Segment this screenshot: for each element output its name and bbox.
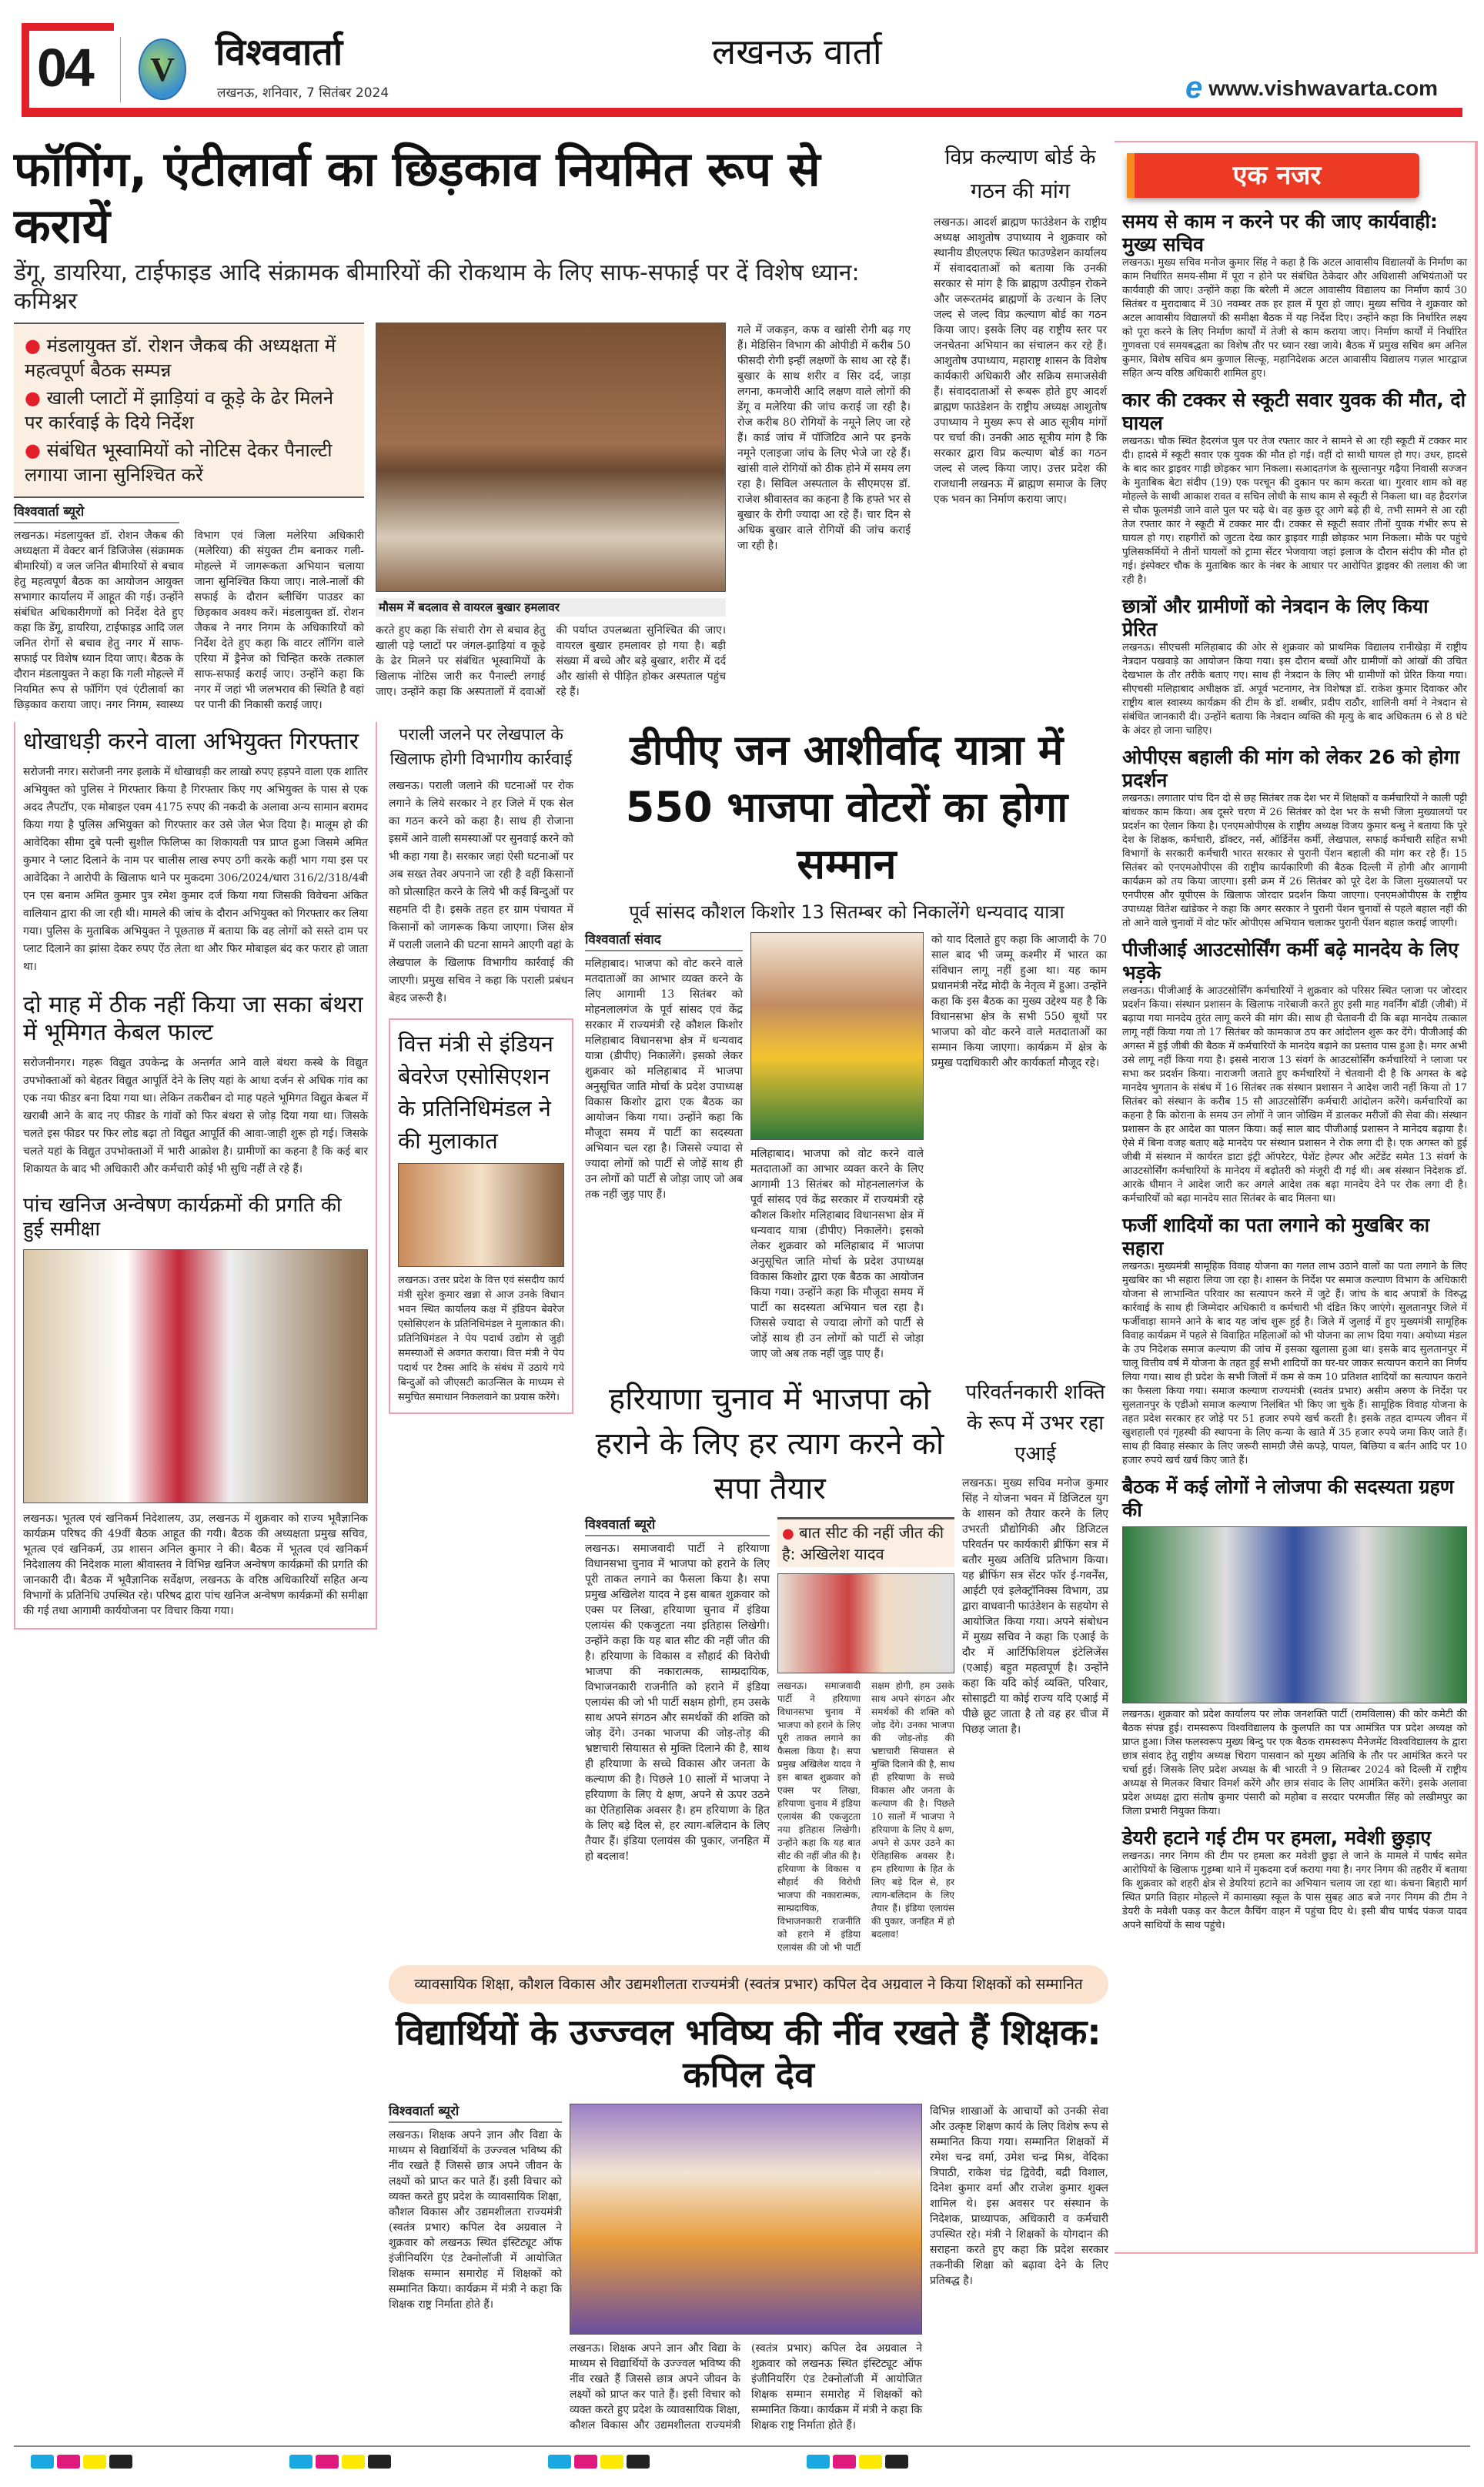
news-brief (1122, 1214, 1467, 1468)
lead-highlights (14, 323, 364, 498)
magenta-swatch (833, 2455, 856, 2469)
browser-e-icon: e (1185, 71, 1203, 105)
teachers-story (389, 1965, 1108, 2433)
haryana-side (777, 1517, 954, 1954)
dpa-body-text: मलिहाबाद। भाजपा को वोट करने वाले मतदाताओं का आभार व्यक्त करने के लिए आगामी 13 सितंबर को मोहनलालगंज के पूर्व सांसद एवं केंद्र सरकार में राज्यमंत्री रहे कौशल किशोर मलिहाबाद विधानसभा क्षेत्र में धन्यवाद यात्रा (डीपीए) निकालेंगे। इसको लेकर शुक्रवार को मलिहाबाद में भाजपा अनुसूचित जाति मोर्चा के प्रदेश उपाध्यक्ष विकास किशोर द्वारा एक बैठक का आयोजन किया गया। उन्होंने कहा कि मौजूदा समय में पार्टी का सदस्यता अभियान चल रहा है। जिससे ज्यादा से ज्यादा लोगों को पार्टी से जोड़ें साथ ही उन लोगों को पार्टी से जोड़ा जाए जो अब तक नहीं जुड़ पाए हैं। (585, 957, 743, 1201)
news-brief-headline: समय से काम न करने पर की जाए कार्यवाही: मुख्य सचिव (1122, 210, 1438, 256)
magenta-swatch (574, 2455, 597, 2469)
quote-text: बात सीट की नहीं जीत की है: अखिलेश यादव (782, 1523, 944, 1563)
cable-headline: दो माह में ठीक नहीं किया जा सका बंथरा में भूमिगत केबल फाल्ट (23, 991, 363, 1046)
news-brief-body: लखनऊ। सीएचसी मलिहाबाद की ओर से शुक्रवार को प्राथमिक विद्यालय रानीखेड़ा में राष्ट्रीय नेत्रदान पखवाड़े का आयोजन किया गया। इस दौरान बच्चों और ग्रामीणों को आंखों की उचित देखभाल के तौर तरीके बताए गए। साथ ही नेत्रदान के लिए भी ग्रामीणों को प्रेरित किया गया। सीएचसी मलिहाबाद अधीक्षक डॉ. अपूर्व भटनागर, नेत्र विशेषज्ञ डॉ. राकेश कुमार दिवाकर और राष्ट्रीय बाल स्वास्थ्य कार्यक्रम की टीम के डॉ. शब्बीर, प्रदीप राठौर, शालिनी वर्मा ने नेत्रदान से संबंधित जानकारी दी। उन्होंने बताया कि नेत्रदान व्यक्ति की मृत्यु के बाद अधिकतम 6 से 8 घंटे के अंदर हो जाना चाहिए। (1122, 642, 1467, 737)
news-brief-headline: छात्रों और ग्रामीणों को नेत्रदान के लिए किया प्रेरित (1122, 595, 1429, 640)
lead-headline: फॉगिंग, एंटीलार्वा का छिड़काव नियमित रूप से करायें (14, 141, 821, 255)
photo-caption: मौसम में बदलाव से वायरल बुखार हमलावर (376, 598, 726, 617)
lead-story (14, 141, 922, 713)
paper-logo-icon: V (139, 38, 186, 100)
highlight-item (25, 438, 353, 487)
ek-nazar-tab: एक नजर (1127, 153, 1419, 198)
news-brief-headline: डेयरी हटाने गई टीम पर हमला, मवेशी छुड़ाए (1122, 1827, 1432, 1849)
highlight-text: संबंधित भूस्वामियों को नोटिस देकर पैनाल्टी लगाया जाना सुनिश्चित करें (25, 439, 333, 486)
news-brief-headline: बैठक में कई लोगों ने लोजपा की सदस्यता ग्रहण की (1122, 1476, 1454, 1521)
beverage-box (389, 1018, 573, 1414)
lead-columns (14, 323, 922, 713)
color-registration-marks (807, 2455, 911, 2472)
yellow-swatch (600, 2455, 623, 2469)
yellow-swatch (859, 2455, 882, 2469)
byline: विश्ववार्ता ब्यूरो (14, 504, 179, 523)
news-brief-body: लखनऊ। नगर निगम की टीम पर हमला कर मवेशी छुड़ा ले जाने के मामले में पार्षद समेत आरोपियों के खिलाफ गुड़म्बा थाने में मुकदमा दर्ज कराया गया है। नगर निगम की तहरीर में बताया कि शुक्रवार को शहरी क्षेत्र से डेयरियां हटाने का अभियान चलाय जा रहा था। कंचना बिहारी मार्ग स्थित प्रगति विहार मोहल्ले में कामाख्या स्कूल के पास सुबह आठ बजे नगर निगम की टीम ने डेयरी के मवेशी पकड़ कर कैटल कैचिंग वाहन में पहुंचा दिए थे। इसी बीच पार्षद पंकज यादव अपने साथियों के साथ पहुंचे। (1122, 1850, 1467, 1931)
teachers-group-photo (570, 2104, 922, 2335)
ai-body: लखनऊ। मुख्य सचिव मनोज कुमार सिंह ने योजना भवन में डिजिटल युग के शासन को तैयार करने के लिए उभरती प्रौद्योगिकी और डिजिटल परिवर्तन पर कार्यकारी ब्रीफिंग सत्र में बतौर मुख्य अतिथि प्रतिभाग किया। यह ब्रीफिंग सत्र सेंटर फॉर ई-गवर्नेंस, आईटी एवं इलेक्ट्रॉनिक्स विभाग, उप्र द्वारा वाधवानी फाउंडेशन के सहयोग से आयोजित किया गया। अपने संबोधन में मुख्य सचिव ने कहा कि एआई के दौर में आर्टिफिशियल इंटेलिजेंस (एआई) बहुत महत्वपूर्ण है। उन्होंने कहा कि यदि कोई व्यक्ति, परिवार, सोसाइटी या कोई राज्य यदि एआई में पीछे छूट जाता है तो वह हर चीज में पिछड़ जाता है। (962, 1476, 1108, 1736)
bullet-icon: ● (782, 1525, 794, 1542)
mineral-body: लखनऊ। भूतत्व एवं खनिकर्म निदेशालय, उप्र, लखनऊ में शुक्रवार को राज्य भूवैज्ञानिक कार्यक्रम परिषद की 49वीं बैठक आहूत की गयी। बैठक की अध्यक्षता प्रमुख सचिव, भूतत्व एवं खनिकर्म, उप्र शासन अनिल कुमार ने की। बैठक में भूतत्व एवं खनिकर्म निदेशालय की निदेशक माला श्रीवास्तव ने विभिन्न खनिज अन्वेषण कार्यक्रमों की प्रगति की जानकारी दी। बैठक में भूवैज्ञानिक सर्वेक्षण, लखनऊ के वरिष्ठ अधिकारियों सहित अन्य विभागों के प्रतिनिधि उपस्थित रहे। परिषद द्वारा पांच खनिज अन्वेषण कार्यक्रमों की समीक्षा की गई तथा आगामी कार्ययोजना पर विचार किया गया। (23, 1513, 368, 1618)
highlight-item (25, 333, 353, 383)
haryana-body (585, 1517, 770, 1864)
dpa-subheadline: पूर्व सांसद कौशल किशोर 13 सितम्बर को निकालेंगे धन्यवाद यात्रा (629, 901, 1065, 923)
page-bottom-rule (14, 2445, 1470, 2487)
main-area (14, 141, 1108, 2433)
dpa-body-3: मलिहाबाद। भाजपा को वोट करने वाले मतदाताओं का आभार व्यक्त करने के लिए आगामी 13 सितंबर को मोहनलालगंज के पूर्व सांसद एवं केंद्र सरकार में राज्यमंत्री रहे कौशल किशोर मलिहाबाद विधानसभा क्षेत्र में धन्यवाद यात्रा (डीपीए) निकालेंगे। इसको लेकर शुक्रवार को मलिहाबाद में भाजपा अनुसूचित जाति मोर्चा के प्रदेश उपाध्यक्ष विकास किशोर द्वारा एक बैठक का आयोजन किया गया। उन्होंने कहा कि मौजूदा समय में पार्टी का सदस्यता अभियान चल रहा है। जिससे ज्यादा से ज्यादा लोगों को पार्टी से जोड़ें साथ ही उन लोगों को पार्टी से जोड़ा जाए जो अब तक नहीं जुड़ पाए हैं। (750, 1147, 924, 1360)
news-brief (1122, 210, 1467, 381)
center-column (585, 722, 1108, 1954)
lead-body-text: लखनऊ। मंडलायुक्त डॉ. रोशन जैकब की अध्यक्षता में वेक्टर बार्न डिजिजेस (संक्रामक बीमारियों) व जल जनित बीमारियों से बचाव हेतु महत्वपूर्ण बैठक का आयोजन आयुक्त सभागार कार्यालय में आहूत की गई। उन्होंने संबंधित अधिकारीगणों को निर्देश देते हुए कहा कि डेंगू, डायरिया, टाईफाइड आदि जल जनित रोगों से बचाव हेतु नगर में साफ-सफाई पर विशेष ध्यान दिया जाए। बैठक के दौरान मंडलायुक्त ने कहा कि गली मोहल्ले में नियमित रूप से फॉगिंग एवं एंटीलार्वा का छिड़काव कराया जाए। नगर निगम, स्वास्थ्य विभाग एवं जिला मलेरिया अधिकारी (मलेरिया) की संयुक्त टीम बनाकर गली-मोहल्ले में जागरूकता अभियान चलाया जाना सुनिश्चित किया जाए। नाले-नालों की सफाई के दौरान ब्लीचिंग पाउडर का छिड़काव अवश्य करें। मंडलायुक्त डॉ. रोशन जैकब ने नगर निगम के अधिकारियों को निर्देश देते हुए कहा कि वाटर लॉगिंग वाले एरिया में ड्रैनेज को चिन्हित करके तत्काल साफ-सफाई कराई जाए। उन्होंने कहा कि नगर में जहां भी जलभराव की स्थिति है वहां पर पानी की निकासी कराई जाए। (14, 529, 364, 711)
kaushal-kishore-photo (750, 932, 924, 1140)
bullet-icon: ● (25, 334, 41, 356)
header (0, 0, 1484, 141)
fraud-headline: धोखाधड़ी करने वाला अभियुक्त गिरफ्तार (23, 727, 359, 755)
dpa-body (585, 932, 743, 1202)
color-registration-marks (31, 2455, 135, 2472)
bullet-icon: ● (25, 386, 41, 409)
yellow-swatch (342, 2455, 365, 2469)
dpa-columns (585, 932, 1108, 1362)
haryana-ai-row (585, 1377, 1108, 1954)
news-brief-body: लखनऊ। लगातार पांच दिन दो से छह सितंबर तक देश भर में शिक्षकों व कर्मचारियों ने काली पट्टी बांधकर काम किया। अब दूसरे चरण में 26 सितंबर को देश भर के सभी जिला मुख्यालयों पर प्रदर्शन का ऐलान किया है। एनएमओपीएस के राष्ट्रीय अध्यक्ष विजय कुमार बन्धु ने बताया कि पूरे देश के शिक्षक, कर्मचारी, डॉक्टर, नर्स, ऑर्डिनेंस कर्मी, लेखपाल, सफाई कर्मचारी सहित सभी विभागों के सरकारी कर्मचारी भारत सरकार से पुरानी पेंशन बहाली की मांग कर रहे हैं। 15 सितंबर को एनएमओपीएस की राष्ट्रीय कार्यकारिणी की बैठक दिल्ली में होगी और आगामी कार्यक्रम को तय किया जाएगा। इसी क्रम में 26 सितंबर को पूरे देश के जिला मुख्यालयों पर एनपीएस और यूपीएस के खिलाफ जोरदार प्रदर्शन किया जाएगा। एनएमओपीएस के राष्ट्रीय उपाध्यक्ष वितेश खांडेकर ने कहा कि अगर सरकार ने पुरानी पेंशन चुनावों से पहले बहाल नहीं की तो आने वाले चुनावों में वोट फॉर ओपीएस अभियान चलाकर पुरानी पेंशन बहाल कराई जाएगी। (1122, 793, 1467, 929)
lead-body-2: करते हुए कहा कि संचारी रोग से बचाव हेतु खाली पड़े प्लाटों पर जंगल-झाड़ियां व कूड़े के ढेर मिलने पर संबंधित भूस्वामियों के खिलाफ नोटिस जारी कर पैनाल्टी लगाई जाए। उन्होंने कहा कि अस्पतालों में दवाओं की पर्याप्त उपलब्धता सुनिश्चित की जाए। वायरल बुखार हमलावर हो गया है। बड़ी संख्या में बच्चे और बड़े बुखार, शरीर में दर्द और खांसी से पीड़ित होकर अस्पताल पहुंच रहे हैं। (376, 623, 726, 698)
ljp-meeting-photo (1122, 1526, 1467, 1703)
lead-column-1 (14, 323, 364, 713)
news-brief-body: लखनऊ। चौक स्थित हैदरगंज पुल पर तेज रफ्तार कार ने सामने से आ रही स्कूटी में टक्कर मार दी। हादसे में स्कूटी सवार एक युवक की मौत हो गई। वहीं दो साथी घायल हो गए। उधर, हादसे के बाद कार ड्राइवर गाड़ी छोड़कर भाग निकला। सआदतगंज के सुल्तानपुर गढ़ैया निवासी सज्जन के मुताबिक बेटा संदीप (19) एक परचून की दुकान पर काम करता था। गुरवार शाम को वह मोहल्ले के साथी आकाश रावत व सचिन लोधी के साथ काम से स्कूटी से निकला था। वह हैदरगंज से चौक फूलमंडी जाने वाले पुल पर चढ़े थे। वह कुछ दूर आगे बढ़े ही थे, तभी सामने से आ रही तेज रफ्तार कार ने स्कूटी में टक्कर मार दी। टक्कर से स्कूटी सवार तीनों युवक गंभीर रूप से घायल हो गए। राहगीरों को जुटता देख कार ड्राइवर गाड़ी छोड़कर भाग निकला। मौके पर पहुंचे पुलिसकर्मियों ने तीनों घायलों को ट्रामा सेंटर भेजवाया जहां इलाज के दौरान संदीप की मौत हो गई। इंस्पेक्टर चौक के मुताबिक कार के नंबर के आधार पर आरोपित ड्राइवर की तलाश की जा रही है। (1122, 436, 1467, 586)
news-brief (1122, 1827, 1467, 1933)
black-swatch (368, 2455, 391, 2469)
paper-name: विश्ववार्ता (216, 31, 343, 74)
color-registration-marks (548, 2455, 653, 2472)
news-brief (1122, 595, 1467, 738)
page-number: 04 (37, 38, 92, 98)
vipra-headline: विप्र कल्याण बोर्ड के गठन की मांग (944, 145, 1096, 203)
cable-body: सरोजनीनगर। गहरू विद्युत उपकेन्द्र के अन्तर्गत आने वाले बंथरा कस्बे के विद्युत उपभोक्ताओं को बेहतर विद्युत आपूर्ति देने के लिए यहां के आधा दर्जन से अधिक गांव का एक नया फीडर बना दिया गया था। लेकिन तकरीबन दो माह पहले भूमिगत विद्युत केबल में खराबी आने के बाद नए फीडर के गांवों को फिर बंथरा से जोड़ दिया गया था। जिसके चलते इस फीडर पर फिर लोड बढ़ा तो विद्युत आपूर्ति की आवा-जाही शुरू हो गई। जिसके चलते यहां के विद्युत उपभोक्ताओं में भारी आक्रोश है। ग्रामीणों का कहना है कि कई बार शिकायत के बाद भी अधिकारी और कर्मचारी कोई भी सुधि नहीं ले रहे हैं। (23, 1056, 368, 1175)
top-section (14, 141, 1108, 713)
lead-column-2 (376, 323, 726, 700)
black-swatch (627, 2455, 650, 2469)
black-swatch (885, 2455, 908, 2469)
teachers-body (389, 2104, 562, 2312)
ai-story (962, 1377, 1108, 1737)
vipra-body: लखनऊ। आदर्श ब्राह्मण फाउंडेशन के राष्ट्रीय अध्यक्ष आशुतोष उपाध्याय ने शुक्रवार को स्थानीय डीएलएफ स्थित फाउण्डेशन कार्यालय में संवाददाताओं को बताया कि उनकी सरकार से मांग है कि ब्राह्मण उत्पीड़न रोकने और जरूरतमंद ब्राह्मणों के उत्थान के लिए जल्द से जल्द विप्र कल्याण बोर्ड का गठन किया जाए। इसके लिए वह राष्ट्रीय स्तर पर जनचेतना अभियान का संचालन कर रहे हैं। आशुतोष उपाध्याय, महाराष्ट्र शासन के विशेष कार्यकारी अधिकारी और सक्रिय समाजसेवी हैं। संवाददाताओं से रूबरू होते हुए आदर्श ब्राह्मण फाउंडेशन के राष्ट्रीय अध्यक्ष आशुतोष उपाध्याय ने मुख्य रूप से आठ सूत्रीय मांगों पर चर्चा की। उनकी आठ सूत्रीय मांग है कि सरकार द्वारा विप्र कल्याण बोर्ड का गठन जल्द से जल्द किया जाए। उत्तर प्रदेश की राजधानी लखनऊ में ब्राह्मण समाज के लिए एक भवन का निर्माण कराया जाए। (934, 216, 1107, 506)
lead-body (14, 504, 364, 713)
vipra-story (934, 141, 1107, 507)
left-column-box (14, 722, 377, 1630)
cyan-swatch (289, 2455, 313, 2469)
black-swatch (109, 2455, 132, 2469)
haryana-columns (585, 1517, 954, 1954)
teachers-headline: विद्यार्थियों के उज्ज्वल भविष्य की नींव रखते हैं शिक्षक: कपिल देव (396, 2011, 1101, 2096)
haryana-body-text: लखनऊ। समाजवादी पार्टी ने हरियाणा विधानसभा चुनाव में भाजपा को हराने के लिए पूरी ताकत लगाने का फैसला किया है। सपा प्रमुख अखिलेश यादव ने इस बाबत शुक्रवार को एक्स पर लिखा, हरियाणा चुनाव में इंडिया एलायंस की एकजुटता नया इतिहास लिखेगी। उन्होंने कहा कि यह बात सीट की नहीं जीत की है। हरियाणा के विकास व सौहार्द की विरोधी भाजपा की नकारात्मक, साम्प्रदायिक, विभाजनकारी राजनीति को हराने में इंडिया एलायंस की जो भी पार्टी सक्षम होगी, हम उसके साथ अपने संगठन और समर्थकों की शक्ति को जोड़ देंगे। उनका भाजपा की जोड़-तोड़ की भ्रष्टाचारी सियासत से मुक्ति दिलाने की है, साथ ही हरियाणा के सच्चे विकास और जनता के कल्याण की है। पिछले 10 सालों में भाजपा ने हरियाणा के लिए ये क्षण, अपने से ऊपर उठने का ऐतिहासिक अवसर है। हम हरियाणा के हित के लिए बड़े दिल से, हर त्याग-बलिदान के लिए तैयार हैं। इंडिया एलायंस की पुकार, जनहित में हो बदलाव! (585, 1542, 770, 1863)
news-brief (1122, 938, 1467, 1206)
haryana-headline: हरियाणा चुनाव में भाजपा को हराने के लिए हर त्याग करने को सपा तैयार (595, 1381, 944, 1506)
magenta-swatch (316, 2455, 339, 2469)
news-brief-body: लखनऊ। मुख्य सचिव मनोज कुमार सिंह ने कहा है कि अटल आवासीय विद्यालयों के निर्माण का काम निर्धारित समय-सीमा में पूरा न होने पर संबंधित ठेकेदार और अधिशासी अभियंताओं पर कार्यवाही की जाए। उन्होंने कहा कि बरेली में अटल आवासीय विद्यालय का निर्माण कार्य 30 सितंबर व मुरादाबाद में 30 नवम्बर तक हर हाल में पूरा हो जाए। मुख्य सचिव ने शुक्रवार को अटल आवासीय विद्यालयों की समीक्षा बैठक में यह निर्देश दिए। उन्होंने कहा कि निर्धारित लक्ष्य को पूरा करने के लिए निर्माण कार्यों में तेजी से काम कराया जाए। निर्माण कार्यों में निर्धारित गुणवत्ता एवं समयबद्धता का विशेष तौर पर ध्यान रखा जाये। बैठक में प्रमुख सचिव श्रम अनिल कुमार, विशेष सचिव श्रम कुणाल सिल्कू, महानिदेशक अटल आवासीय विद्यालय गज़ल भारद्वाज सहित अन्य वरिष्ठ अधिकारी शामिल हुए। (1122, 257, 1467, 379)
website-link[interactable] (1185, 71, 1438, 105)
news-brief-body: लखनऊ। मुख्यमंत्री सामूहिक विवाह योजना का गलत लाभ उठाने वालों का पता लगाने के लिए मुखबिर का भी सहारा लिया जा रहा है। शासन के निर्देश पर समाज कल्याण विभाग के अधिकारी योजना से लाभान्वित परिवार का सत्यापन करने में जुटे हैं। जांच के बाद अपात्रों के विरुद्ध कार्रवाई के साथ ही जिम्मेदार अधिकारी व कर्मचारी भी दंडित किए जाएंगे। सुलतानपुर जिले में फर्जीवाड़ा सामने आने के बाद यह जांच शुरू हुई है। जिले में जुलाई में हुए मुख्यमंत्री सामूहिक विवाह कार्यक्रम में पहले से विवाहित महिलाओं को भी योजना का लाभ दिया गया। अयोध्या मंडल के उप निदेशक समाज कल्याण की जांच में इसका खुलासा हुआ था। इसके बाद सुलतानपुर में चालू वित्तीय वर्ष में योजना के तहत हुई सभी शादियों का घर-घर जाकर सत्यापन कराने का निर्णय लिया गया। साथ ही प्रदेश के सभी जिलों में कम से कम 10 प्रतिशत शादियों का सत्यापन कराने का फैसला किया गया। समाज कल्याण राज्यमंत्री (स्वतंत्र प्रभार) असीम अरुण के निर्देश पर सुलतानपुर के एडीओ समाज कल्याण निलंबित भी किए जा चुके हैं। सामूहिक विवाह योजना के तहत प्रदेश सरकार हर जोड़े पर 51 हजार रुपये खर्च करती है। इसके तहत दाम्पत्य जीवन में खुशहाली एवं गृहस्थी की स्थापना के लिए कन्या के खाते में 35 हजार रुपये जमा किए जाते हैं। साथ ही विवाह संस्कार के लिए जरूरी सामग्री जैसे कपड़े, पायल, बिछिया व बर्तन आदि पर 10 हजार रुपये खर्च खर्च किए जाते हैं। (1122, 1261, 1467, 1466)
highlight-text: मंडलायुक्त डॉ. रोशन जैकब की अध्यक्षता में महत्वपूर्ण बैठक सम्पन्न (25, 334, 336, 381)
dpa-photo-column (750, 932, 924, 1362)
news-brief-body: लखनऊ। पीजीआई के आउटसोर्सिंग कर्मचारियों ने शुक्रवार को परिसर स्थित प्लाजा पर जोरदार प्रदर्शन किया। संस्थान प्रशासन के खिलाफ नारेबाजी करते हुए इसी माह गवर्निंग बॉडी (जीबी) में बढ़ाया गया मानदेय तुरंत लागू करने की मांग की। साथ ही चेतावनी दी कि बढ़ा मानदेय तत्काल लागू नहीं किया गया तो 17 सितंबर को कामकाज ठप कर आंदोलन शुरू कर देंगे। पीजीआई की अगस्त में हुई जीबी की बैठक में कर्मचारियों के मानदेय बढ़ाने का प्रस्ताव पास हुआ है। मगर अभी उसे लागू नहीं किया गया है। इससे नाराज 13 संवर्ग के आउटसोर्सिंग कर्मचारियों ने प्लाजा पर सभा कर प्रदर्शन किया। नाराजगी जताते हुए कर्मचारियों ने चेतवानी दी है कि अगस्त के बढ़े मानदेय भुगतान के संबंध में 16 सितंबर तक संस्थान प्रशासन ने आदेश जारी नहीं किया तो 17 सितंबर को संस्थान के करीब 15 सौ आउटसोर्सिंग कर्मचारी आंदोलन करेंगे। कर्मचारियों का कहना है कि कोराना के समय उन लोगों ने जान जोखिम में डालकर मरीजों की सेवा की। संस्थान प्रशासन के हर आदेश का पालन किया। कई साल बाद पीजीआई प्रशासन ने मानेदय बढ़ाया है। ऐसे में बिना वजह बताए बढ़े मानदेय पर संस्थान प्रशासन ने रोक लगा दी है। एक अगस्त को हुई जीबी में संस्थान में कार्यरत डाटा इंट्री ऑपरेटर, पेशेंट हेल्पर और अटेंडेंट समेत 13 संवर्ग के आउटसोर्सिंग कर्मचारियों के मानेदय में बढ़ोतरी को मंजूरी दी गई थी। अब संस्थान निदेशक डॉ. आरके धीमान ने आदेश जारी कर अगले आदेश तक बढ़ा मानदेय देने पर रोक लगा दी है। कर्मचारियों को बढ़ा मानदेय सात सितंबर के बाद मिलना था। (1122, 985, 1467, 1205)
beverage-headline: वित्त मंत्री से इंडियन बेवरेज एसोसिएशन के प्रतिनिधिमंडल ने की मुलाकात (398, 1030, 553, 1154)
ai-headline: परिवर्तनकारी शक्ति के रूप में उभर रहा एआई (965, 1380, 1105, 1466)
akhilesh-quote (777, 1517, 954, 1567)
cyan-swatch (807, 2455, 830, 2469)
lead-subheadline: डेंगू, डायरिया, टाईफाइड आदि संक्रामक बीमारियों की रोकथाम के लिए साफ-सफाई पर दें विशेष ध्यान: कमिश्नर (14, 259, 860, 316)
byline: विश्ववार्ता ब्यूरो (585, 1517, 770, 1536)
masthead-red-bar (22, 108, 1462, 117)
lower-section (14, 722, 1108, 2434)
lead-body-3: गले में जकड़न, कफ व खांसी रोगी बढ़ गए हैं। मेडिसिन विभाग की ओपीडी में करीब 50 फीसदी रोगी इन्हीं लक्षणों के साथ आ रहे हैं। बुखार के साथ शरीर व सिर दर्द, जाड़ा लगना, कमजोरी आदि लक्षण वाले लोगों की डेंगू व मलेरिया की जांच कराई जा रही है। रोज करीब 80 रोगियों के नमूने लिए जा रहे हैं। कार्ड जांच में पॉजिटिव आने पर इनके नमूने एलाइजा जांच के लिए भेजे जा रहे हैं। खांसी वाले रोगियों को ठीक होने में समय लग रहा है। सिविल अस्पताल के सीएमएस डॉ. राजेश श्रीवास्तव का कहना है कि हफ्ते भर से बुखार के रोगी ज्यादा आ रहे हैं। चार दिन से अधिक बुखार वाले रोगियों की जांच कराई जा रही है। (737, 323, 911, 552)
dpa-body-2: को याद दिलाते हुए कहा कि आजादी के 70 साल बाद भी जम्मू कश्मीर में भारत का संविधान लागू नहीं हुआ था। यह काम प्रधानमंत्री नरेंद्र मोदी के नेतृत्व में हुआ। उन्होंने कहा कि इस बैठक का मुख्य उद्देश्य यह है कि विधानसभा क्षेत्र के सभी 550 बूथों पर भाजपा को वोट करने वाले मतदाताओं का सम्मान किया जाएगा। कार्यक्रम में क्षेत्र के प्रमुख पदाधिकारी और कार्यकर्ता मौजूद रहे। (931, 933, 1107, 1069)
byline: विश्ववार्ता ब्यूरो (389, 2104, 562, 2123)
header-divider (120, 37, 121, 102)
haryana-body-2: लखनऊ। समाजवादी पार्टी ने हरियाणा विधानसभा चुनाव में भाजपा को हराने के लिए पूरी ताकत लगाने का फैसला किया है। सपा प्रमुख अखिलेश यादव ने इस बाबत शुक्रवार को एक्स पर लिखा, हरियाणा चुनाव में इंडिया एलायंस की एकजुटता नया इतिहास लिखेगी। उन्होंने कहा कि यह बात सीट की नहीं जीत की है। हरियाणा के विकास व सौहार्द की विरोधी भाजपा की नकारात्मक, साम्प्रदायिक, विभाजनकारी राजनीति को हराने में इंडिया एलायंस की जो भी पार्टी सक्षम होगी, हम उसके साथ अपने संगठन और समर्थकों की शक्ति को जोड़ देंगे। उनका भाजपा की जोड़-तोड़ की भ्रष्टाचारी सियासत से मुक्ति दिलाने की है, साथ ही हरियाणा के सच्चे विकास और जनता के कल्याण की है। पिछले 10 सालों में भाजपा ने हरियाणा के लिए ये क्षण, अपने से ऊपर उठने का ऐतिहासिक अवसर है। हम हरियाणा के हित के लिए बड़े दिल से, हर त्याग-बलिदान के लिए तैयार हैं। इंडिया एलायंस की पुकार, जनहित में हो बदलाव! (777, 1680, 954, 1953)
mineral-headline: पांच खनिज अन्वेषण कार्यक्रमों की प्रगति की हुई समीक्षा (23, 1193, 342, 1241)
news-brief (1122, 1476, 1467, 1819)
news-brief-headline: ओपीएस बहाली की मांग को लेकर 26 को होगा प्रदर्शन (1122, 746, 1460, 791)
highlight-text: खाली प्लाटों में झाड़ियां व कूड़े के ढेर मिलने पर कार्रवाई के दिये निर्देश (25, 386, 334, 433)
parali-body: लखनऊ। पराली जलाने की घटनाओं पर रोक लगाने के लिये सरकार ने हर जिले में एक सेल का गठन करने को कहा है। साथ ही रोजाना इसमें आने वाली समस्याओं पर सुनवाई करने को भी कहा गया है। सरकार जहां ऐसी घटनाओं पर अब सख्त तेवर अपनाने जा रही है वहीं किसानों को प्रोत्साहित करने के लिये भी कई बिन्दुओं पर सहमति दी है। इसके तहत हर ग्राम पंचायत में किसानों को जागरूक किया जाएगा। जिस क्षेत्र में पराली जलाने की घटना सामने आएगी वहां के लेखपाल के खिलाफ विभागीय कार्रवाई की जाएगी। प्रमुख सचिव ने कहा कि पराली प्रबंधन बेहद जरूरी है। (389, 779, 573, 1004)
parali-story (389, 722, 573, 1008)
akhilesh-yadav-photo (777, 1573, 954, 1673)
news-brief-headline: पीजीआई आउटसोर्सिंग कर्मी बढ़े मानदेय के लिए भड़के (1122, 938, 1459, 984)
cyan-swatch (31, 2455, 54, 2469)
news-brief (1122, 746, 1467, 931)
teachers-columns (389, 2104, 1108, 2433)
haryana-story (585, 1377, 954, 1954)
news-brief-headline: फर्जी शादियों का पता लगाने को मुखबिर का सहारा (1122, 1214, 1430, 1259)
teachers-body-3: लखनऊ। शिक्षक अपने ज्ञान और विद्या के माध्यम से विद्यार्थियों के उज्ज्वल भविष्य की नींव रखते हैं जिससे छात्र अपने जीवन के लक्ष्यों को प्राप्त कर पाते हैं। इसी विचार को व्यक्त करते हुए प्रदेश के व्यावसायिक शिक्षा, कौशल विकास और उद्यमशीलता राज्यमंत्री (स्वतंत्र प्रभार) कपिल देव अग्रवाल ने शुक्रवार को लखनऊ स्थित इंस्टिट्यूट ऑफ इंजीनियरिंग एंड टेक्नोलॉजी में आयोजित शिक्षक सम्मान समारोह में शिक्षकों को सम्मानित किया। कार्यक्रम में मंत्री ने कहा कि शिक्षक राष्ट्र निर्माता होते हैं। (570, 2342, 922, 2432)
teachers-body-2: विभिन्न शाखाओं के आचार्यों को उनकी सेवा और उत्कृष्ट शिक्षण कार्य के लिए विशेष रूप से सम्मानित किया गया। सम्मानित शिक्षकों में रमेश चन्द्र वर्मा, उमेश चन्द्र मिश्र, वेदिका त्रिपाठी, राकेश चंद्र द्विवेदी, बद्री विशाल, दिनेश कुमार वर्मा और राजेश कुमार शुक्ल शामिल थे। इस अवसर पर संस्थान के निदेशक, प्राध्यापक, अधिकारी व कर्मचारी उपस्थित रहे। मंत्री ने शिक्षकों के योगदान की सराहना करते हुए कहा कि प्रदेश सरकार तकनीकी शिक्षा को बढ़ावा देने के लिए प्रतिबद्ध है। (930, 2105, 1108, 2288)
magenta-swatch (57, 2455, 80, 2469)
beverage-body: लखनऊ। उत्तर प्रदेश के वित्त एवं संसदीय कार्य मंत्री सुरेश कुमार खन्ना से आज उनके विधान भवन स्थित कार्यालय कक्ष में इंडियन बेवरेज एसोसिएशन के प्रतिनिधिमंडल ने मुलाकात की। प्रतिनिधिमंडल ने पेय पदार्थ उद्योग से जुड़ी समस्याओं से अवगत कराया। वित्त मंत्री ने पेय पदार्थ पर टैक्स आदि के संबंध में उठाये गये बिन्दुओं को जीएसटी काउन्सिल के माध्यम से समुचित समाधान निकलवाने का प्रयास करेंगे। (398, 1274, 564, 1403)
page-content (0, 141, 1484, 2433)
lead-photo (376, 323, 726, 592)
news-brief-body: लखनऊ। शुक्रवार को प्रदेश कार्यालय पर लोक जनशक्ति पार्टी (रामविलास) की कोर कमेटी की बैठक संपन्न हुई। रामस्वरूप विश्वविद्यालय के कुलपति का पत्र आमंत्रित पत्र प्रदेश अध्यक्ष को प्राप्त हुआ। जिस फलस्वरूप मुख्य बिन्दु पर एक बैठक रामस्वरूप मैनेजमेंट विश्वविद्यालय के द्वारा छात्र संवाद हेतु राष्ट्रीय अध्यक्ष चिराग पासवान को मुख्य अतिथि के तौर पर आमंत्रित करने पर चर्चा हुई। जिसके लिए प्रदेश अध्यक्ष के बी भारती ने 9 सितम्बर 2024 को दिल्ली में राष्ट्रीय अध्यक्ष से मिलकर विचार विमर्श करेंगे और छात्र संवाद के लिए आमंत्रित करेंगे। इसके अलावा प्रदेश अध्यक्ष द्वारा संतोष कुमार पंसारी को महोबा व सरदार परमजीत सिंह को लखीमपुर का जिला प्रभारी नियुक्त किया। (1122, 1709, 1467, 1817)
ek-nazar-column (1115, 141, 1478, 2254)
teachers-banner: व्यावसायिक शिक्षा, कौशल विकास और उद्यमशीलता राज्यमंत्री (स्वतंत्र प्रभार) कपिल देव अग्रवाल ने किया शिक्षकों को सम्मानित (389, 1965, 1108, 2004)
color-registration-marks (289, 2455, 394, 2472)
mineral-meeting-photo (23, 1249, 368, 1503)
middle-column (389, 722, 573, 1414)
teachers-body-text: लखनऊ। शिक्षक अपने ज्ञान और विद्या के माध्यम से विद्यार्थियों के उज्ज्वल भविष्य की नींव रखते हैं जिससे छात्र अपने जीवन के लक्ष्यों को प्राप्त कर पाते हैं। इसी विचार को व्यक्त करते हुए प्रदेश के व्यावसायिक शिक्षा, कौशल विकास और उद्यमशीलता राज्यमंत्री (स्वतंत्र प्रभार) कपिल देव अग्रवाल ने शुक्रवार को लखनऊ स्थित इंस्टिट्यूट ऑफ इंजीनियरिंग एंड टेक्नोलॉजी में आयोजित शिक्षक सम्मान समारोह में शिक्षकों को सम्मानित किया। कार्यक्रम में मंत्री ने कहा कि शिक्षक राष्ट्र निर्माता होते हैं। (389, 2129, 562, 2312)
finance-minister-photo (398, 1163, 564, 1267)
fraud-body: सरोजनी नगर। सरोजनी नगर इलाके में धोखाधड़ी कर लाखो रुपए हड़पने वाला एक शातिर अभियुक्त को पुलिस ने गिरफ्तार किया है गिरफ्तार किए गए अभियुक्त के पास से एक अदद लैपटॉप, एक मोबाइल एवम 4175 रुपए की नकदी के अलावा अन्य सामान बरामद किया गया है पुलिस अभियुक्त को गिरफ्तार कर उसे जेल भेज दिया है। मालूम हो की आवेदिका सीमा दुबे पत्नी सुशील फिलिप्स का शिकायती पत्र प्राप्त हुआ जिसमे अमित कुमार ने प्लाट दिलाने के नाम पर चालीस लाख रुपए ठगी करके कहीं भाग गया इस पर आवेदिका ने आरोपी के खिलाफ थाने पर मुकदमा 306/2024/धारा 316/2/318/4बी एन एस बनाम अमित कुमार पुत्र रमेश कुमार दर्ज किया गया जिसकी विवेचना अंकित वालियान द्वारा की जा रही थी। मामले की जांच के दौरान अभियुक्त को गिरफ्तार कर लिया गया। पुलिस के मुताबिक अभियुक्त ने पूछताछ में बताया कि वह लोगों को सस्ते दाम पर प्लाट दिलाने का झांसा देकर रुपए ऐंठ लेता था और फिर मोबाइल बंद कर फरार हो जाता था। (23, 765, 368, 973)
section-title: लखनऊ वार्ता (712, 31, 882, 72)
dpa-headline: डीपीए जन आशीर्वाद यात्रा में 550 भाजपा वोटरों का होगा सम्मान (625, 725, 1068, 888)
yellow-swatch (83, 2455, 106, 2469)
parali-headline: पराली जलने पर लेखपाल के खिलाफ होगी विभागीय कार्रवाई (389, 724, 573, 768)
cyan-swatch (548, 2455, 571, 2469)
news-brief-headline: कार की टक्कर से स्कूटी सवार युवक की मौत, दो घायल (1122, 389, 1466, 434)
date-line: लखनऊ, शनिवार, 7 सितंबर 2024 (217, 85, 389, 101)
teachers-photo-column (570, 2104, 922, 2433)
website-url: www.vishwavarta.com (1208, 75, 1438, 100)
bullet-icon: ● (25, 439, 41, 461)
news-brief (1122, 389, 1467, 587)
byline: विश्ववार्ता संवाद (585, 932, 743, 951)
highlight-item (25, 386, 353, 435)
